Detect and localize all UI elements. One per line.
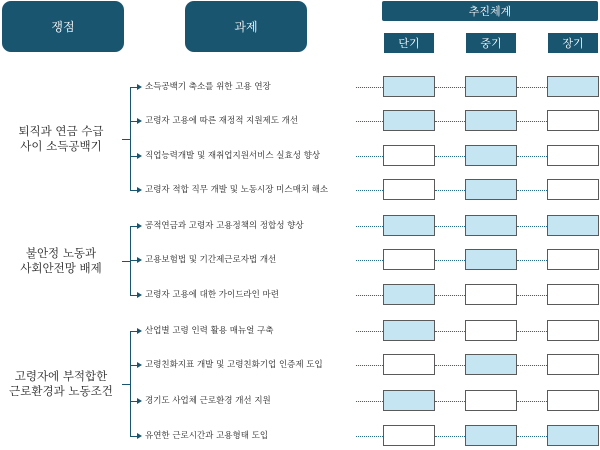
term-header-long: 장기 (548, 33, 598, 53)
task-label: 고령자 고용에 대한 가이드라인 마련 (145, 290, 279, 300)
term-cell-long (547, 179, 599, 200)
arrow-right-icon (137, 187, 142, 193)
issue-label-line: 불안정 노동과 (25, 245, 97, 260)
term-cell-long (547, 110, 599, 131)
task-label: 고령친화지표 개발 및 고령친화기업 인증제 도입 (145, 360, 323, 370)
arrow-right-icon (137, 223, 142, 229)
task-label: 직업능력개발 및 재취업지원서비스 실효성 향상 (145, 151, 321, 161)
arrow-right-icon (137, 84, 142, 90)
term-cell-short (383, 215, 435, 236)
dotted-leader (435, 401, 465, 402)
term-cell-short (383, 390, 435, 411)
issue-label (2, 124, 120, 154)
dotted-leader (435, 156, 465, 157)
term-cell-long (547, 425, 599, 446)
issue-label-line: 사이 소득공백기 (20, 138, 102, 153)
arrow-right-icon (137, 433, 142, 439)
term-cell-mid (465, 390, 517, 411)
term-header-short: 단기 (384, 33, 434, 53)
dotted-leader (356, 295, 383, 296)
dotted-leader (435, 436, 465, 437)
dotted-leader (356, 401, 383, 402)
dotted-leader (356, 156, 383, 157)
term-cell-mid (465, 110, 517, 131)
dotted-leader (517, 401, 547, 402)
dotted-leader (435, 331, 465, 332)
task-label: 공적연금과 고령자 고용정책의 정합성 향상 (145, 221, 304, 231)
term-cell-mid (465, 179, 517, 200)
dotted-leader (435, 190, 465, 191)
task-label: 소득공백기 축소를 위한 고용 연장 (145, 82, 271, 92)
issue-label-line: 근로환경과 노동조건 (9, 383, 113, 398)
dotted-leader (517, 121, 547, 122)
task-label: 고령자 적합 직무 개발 및 노동시장 미스매치 해소 (145, 185, 329, 195)
dotted-leader (435, 295, 465, 296)
term-cell-short (383, 284, 435, 305)
term-cell-short (383, 354, 435, 375)
dotted-leader (517, 295, 547, 296)
term-cell-long (547, 320, 599, 341)
term-cell-mid (465, 249, 517, 270)
term-cell-long (547, 215, 599, 236)
issue-label (2, 369, 120, 399)
issue-label-line: 사회안전망 배제 (20, 260, 102, 275)
task-label: 고령자 고용에 따른 재정적 지원제도 개선 (145, 116, 299, 126)
dotted-leader (517, 226, 547, 227)
term-cell-long (547, 354, 599, 375)
issue-label-line: 퇴직과 연금 수급 (18, 123, 104, 138)
dotted-leader (435, 365, 465, 366)
dotted-leader (356, 365, 383, 366)
term-cell-short (383, 249, 435, 270)
task-label: 유연한 근로시간과 고용형태 도입 (145, 431, 269, 441)
system-header: 추진체계 (382, 1, 598, 21)
issue-label-line: 고령자에 부적합한 (14, 368, 108, 383)
dotted-leader (517, 436, 547, 437)
term-cell-long (547, 284, 599, 305)
dotted-leader (517, 260, 547, 261)
term-cell-short (383, 145, 435, 166)
term-cell-short (383, 425, 435, 446)
dotted-leader (517, 156, 547, 157)
dotted-leader (435, 226, 465, 227)
dotted-leader (517, 190, 547, 191)
term-cell-mid (465, 284, 517, 305)
dotted-leader (356, 226, 383, 227)
issue-connector (122, 384, 131, 385)
issue-label (2, 246, 120, 276)
term-cell-long (547, 390, 599, 411)
issue-header: 쟁점 (2, 1, 124, 52)
dotted-leader (356, 436, 383, 437)
dotted-leader (356, 87, 383, 88)
term-cell-mid (465, 145, 517, 166)
dotted-leader (517, 331, 547, 332)
arrow-right-icon (137, 118, 142, 124)
term-cell-long (547, 249, 599, 270)
task-header: 과제 (185, 1, 307, 52)
term-cell-mid (465, 76, 517, 97)
issue-connector (122, 139, 131, 140)
dotted-leader (435, 260, 465, 261)
term-cell-mid (465, 320, 517, 341)
dotted-leader (356, 260, 383, 261)
term-cell-mid (465, 354, 517, 375)
term-cell-mid (465, 215, 517, 236)
arrow-right-icon (137, 398, 142, 404)
task-label: 고용보험법 및 기간제근로자법 개선 (145, 255, 277, 265)
dotted-leader (517, 365, 547, 366)
dotted-leader (356, 331, 383, 332)
term-cell-short (383, 110, 435, 131)
term-cell-short (383, 179, 435, 200)
dotted-leader (435, 87, 465, 88)
term-cell-short (383, 76, 435, 97)
arrow-right-icon (137, 362, 142, 368)
term-cell-mid (465, 425, 517, 446)
term-header-mid: 중기 (466, 33, 516, 53)
term-cell-long (547, 145, 599, 166)
arrow-right-icon (137, 292, 142, 298)
dotted-leader (356, 121, 383, 122)
dotted-leader (517, 87, 547, 88)
arrow-right-icon (137, 153, 142, 159)
task-label: 경기도 사업체 근로환경 개선 지원 (145, 396, 271, 406)
term-cell-long (547, 76, 599, 97)
arrow-right-icon (137, 257, 142, 263)
dotted-leader (356, 190, 383, 191)
task-label: 산업별 고령 인력 활용 매뉴얼 구축 (145, 326, 274, 336)
dotted-leader (435, 121, 465, 122)
term-cell-short (383, 320, 435, 341)
arrow-right-icon (137, 328, 142, 334)
